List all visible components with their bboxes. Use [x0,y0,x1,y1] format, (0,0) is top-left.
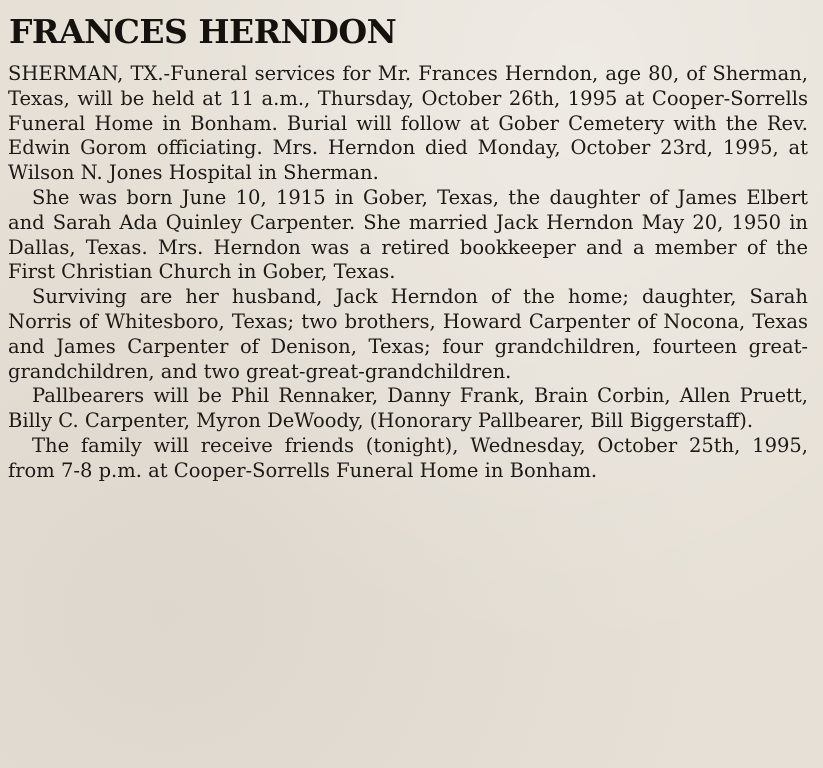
paragraph-biography: She was born June 10, 1915 in Gober, Texas, the daughter of James Elbert and Sarah Ada Quinley Carpenter. She married Jack Herndon May 20, 1950 in Dallas, Texas. Mrs. Herndon was a retired bookkeeper and a member of the First Christian Church in Gober, Texas. [8,185,808,284]
paragraph-pallbearers: Pallbearers will be Phil Rennaker, Danny Frank, Brain Corbin, Allen Pruett, Billy C. Carpenter, Myron DeWoody, (Honorary Pallbearer, Bill Biggerstaff). [8,384,808,433]
obituary-body [8,62,808,484]
obituary-headline: FRANCES HERNDON [9,12,397,51]
paragraph-survivors: Surviving are her husband, Jack Herndon of the home; daughter, Sarah Norris of Whitesboro, Texas; two brothers, Howard Carpenter of Nocona, Texas and James Carpenter of Denison, Texas; four grandchildren, fourteen great-grandchildren, and two great-great-grandchildren. [8,285,808,383]
paragraph-visitation: The family will receive friends (tonight), Wednesday, October 25th, 1995, from 7-8 p.m. at Cooper-Sorrells Funeral Home in Bonham. [8,433,808,482]
paragraph-funeral-services: SHERMAN, TX.-Funeral services for Mr. Frances Herndon, age 80, of Sherman, Texas, will be held at 11 a.m., Thursday, October 26th, 1995 at Cooper-Sorrells Funeral Home in Bonham. Burial will follow at Gober Cemetery with the Rev. Edwin Gorom officiating. Mrs. Herndon died Monday, October 23rd, 1995, at Wilson N. Jones Hospital in Sherman. [8,62,808,185]
